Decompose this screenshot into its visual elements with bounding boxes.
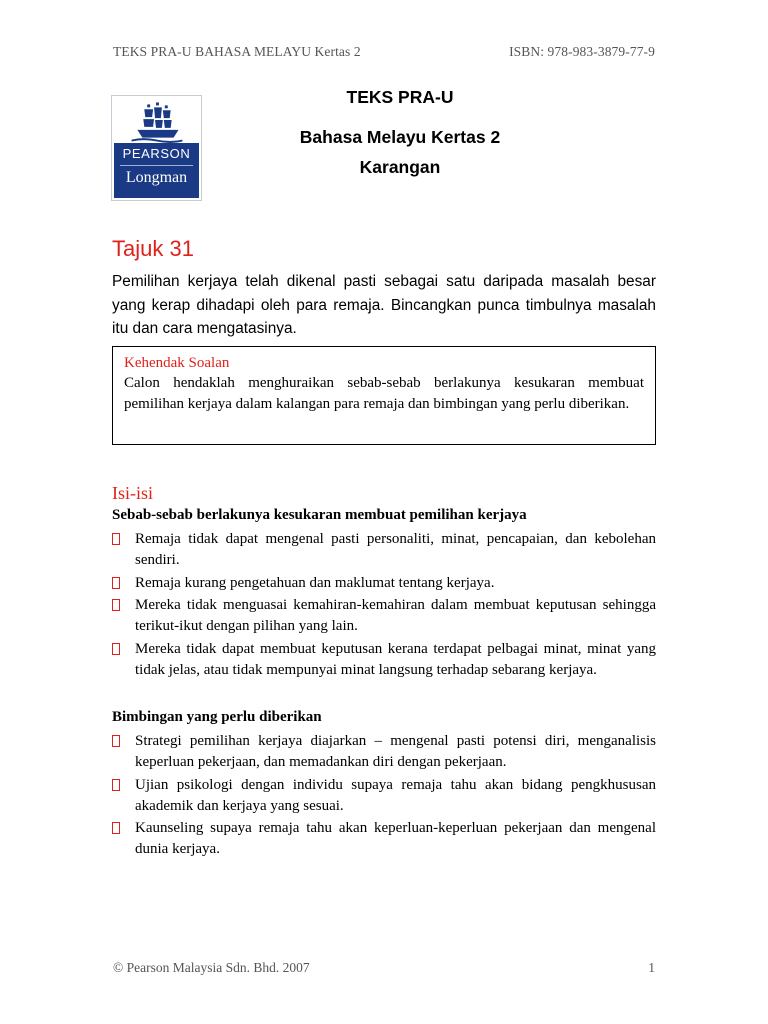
page-number: 1 — [648, 960, 655, 975]
list-item: Ujian psikologi dengan individu supaya remaja tahu akan bidang pengkhususan akademik dan kerjaya yang sesuai. — [112, 775, 656, 817]
content-heading: Isi-isi — [112, 483, 154, 503]
list-item: Kaunseling supaya remaja tahu akan keperluan-keperluan pekerjaan dan mengenal dunia kerjaya. — [112, 818, 656, 860]
bullet-icon — [112, 779, 120, 791]
requirement-box — [112, 346, 656, 445]
causes-list — [112, 529, 656, 682]
logo-pearson-text: PEARSON — [122, 146, 191, 161]
requirement-title: Kehendak Soalan — [124, 355, 230, 371]
requirement-body: Calon hendaklah menghuraikan sebab-sebab berlakunya kesukaran membuat pemilihan kerjaya dalam kalangan para remaja dan bimbingan yang perlu diberikan. — [124, 375, 644, 412]
list-item: Mereka tidak menguasai kemahiran-kemahiran dalam membuat keputusan sehingga terikut-ikut dengan pilihan yang lain. — [112, 595, 656, 637]
running-footer — [113, 960, 655, 976]
bullet-icon — [112, 643, 120, 655]
logo-longman-text: Longman — [125, 169, 188, 186]
guidance-list — [112, 731, 656, 862]
bullet-icon — [112, 735, 120, 747]
essay-question: Pemilihan kerjaya telah dikenal pasti sebagai satu daripada masalah besar yang kerap dihadapi oleh para remaja. Bincangkan punca timbulnya masalah itu dan cara mengatasinya. — [112, 273, 656, 337]
document-title: TEKS PRA-U — [346, 87, 454, 107]
bullet-icon — [112, 599, 120, 611]
list-item: Remaja kurang pengetahuan dan maklumat tentang kerjaya. — [112, 573, 656, 594]
pearson-longman-logo — [111, 95, 202, 201]
document-subtitle: Bahasa Melayu Kertas 2 — [299, 127, 501, 147]
bullet-icon — [112, 577, 120, 589]
list-item: Remaja tidak dapat mengenal pasti personaliti, minat, pencapaian, dan kebolehan sendiri. — [112, 529, 656, 571]
list-item: Strategi pemilihan kerjaya diajarkan – mengenal pasti potensi diri, menganalisis keperluan pekerjaan, dan memadankan diri dengan pekerjaan. — [112, 731, 656, 773]
running-header — [113, 44, 655, 60]
document-section-title: Karangan — [359, 157, 441, 177]
section-heading-guidance: Bimbingan yang perlu diberikan — [112, 709, 322, 725]
copyright-text: © Pearson Malaysia Sdn. Bhd. 2007 — [113, 960, 310, 975]
topic-heading: Tajuk 31 — [112, 236, 194, 261]
bullet-icon — [112, 822, 120, 834]
bullet-icon — [112, 533, 120, 545]
ship-icon — [114, 100, 199, 144]
isbn-text: ISBN: 978-983-3879-77-9 — [509, 44, 655, 59]
section-heading-causes: Sebab-sebab berlakunya kesukaran membuat pemilihan kerjaya — [112, 507, 527, 523]
list-item: Mereka tidak dapat membuat keputusan kerana terdapat pelbagai minat, minat yang tidak jelas, atau tidak mempunyai minat langsung terhadap sebarang kerjaya. — [112, 639, 656, 681]
header-left-text: TEKS PRA-U BAHASA MELAYU Kertas 2 — [113, 44, 361, 59]
